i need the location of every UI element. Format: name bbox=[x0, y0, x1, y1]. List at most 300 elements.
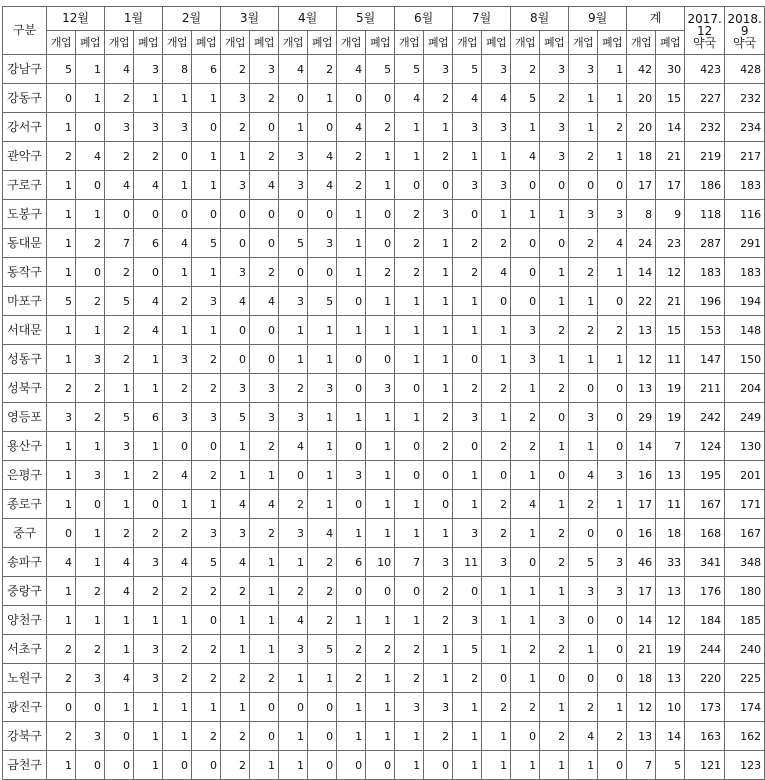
value-cell: 1 bbox=[569, 113, 598, 142]
value-cell: 0 bbox=[308, 751, 337, 780]
value-cell: 1 bbox=[163, 84, 192, 113]
value-cell: 3 bbox=[134, 548, 163, 577]
value-cell: 2 bbox=[76, 229, 105, 258]
value-cell: 0 bbox=[453, 345, 482, 374]
value-cell: 5 bbox=[47, 55, 76, 84]
value-cell: 1 bbox=[250, 606, 279, 635]
value-cell: 3 bbox=[598, 548, 627, 577]
value-cell: 180 bbox=[725, 577, 765, 606]
value-cell: 2 bbox=[453, 664, 482, 693]
value-cell: 4 bbox=[279, 55, 308, 84]
value-cell: 24 bbox=[627, 229, 656, 258]
value-cell: 5 bbox=[453, 635, 482, 664]
value-cell: 2 bbox=[163, 664, 192, 693]
header-row-subheaders bbox=[3, 31, 765, 55]
value-cell: 1 bbox=[163, 490, 192, 519]
value-cell: 2 bbox=[482, 693, 511, 722]
value-cell: 183 bbox=[685, 258, 725, 287]
value-cell: 1 bbox=[47, 171, 76, 200]
table-row bbox=[3, 693, 765, 722]
pharmacy-table-container bbox=[2, 6, 762, 780]
value-cell: 3 bbox=[424, 548, 453, 577]
value-cell: 1 bbox=[482, 345, 511, 374]
value-cell: 11 bbox=[453, 548, 482, 577]
value-cell: 0 bbox=[134, 490, 163, 519]
value-cell: 3 bbox=[134, 55, 163, 84]
table-row bbox=[3, 664, 765, 693]
value-cell: 0 bbox=[163, 142, 192, 171]
value-cell: 1 bbox=[395, 606, 424, 635]
value-cell: 195 bbox=[685, 461, 725, 490]
value-cell: 423 bbox=[685, 55, 725, 84]
value-cell: 2 bbox=[163, 374, 192, 403]
value-cell: 1 bbox=[395, 722, 424, 751]
value-cell: 3 bbox=[482, 55, 511, 84]
value-cell: 1 bbox=[366, 287, 395, 316]
value-cell: 2 bbox=[47, 374, 76, 403]
value-cell: 5 bbox=[308, 635, 337, 664]
value-cell: 1 bbox=[366, 722, 395, 751]
value-cell: 1 bbox=[134, 722, 163, 751]
value-cell: 0 bbox=[250, 345, 279, 374]
value-cell: 2 bbox=[482, 432, 511, 461]
value-cell: 2 bbox=[221, 55, 250, 84]
value-cell: 2 bbox=[250, 258, 279, 287]
value-cell: 2 bbox=[192, 722, 221, 751]
value-cell: 14 bbox=[627, 432, 656, 461]
value-cell: 0 bbox=[163, 432, 192, 461]
value-cell: 0 bbox=[337, 345, 366, 374]
value-cell: 4 bbox=[308, 142, 337, 171]
value-cell: 4 bbox=[163, 461, 192, 490]
value-cell: 1 bbox=[337, 229, 366, 258]
value-cell: 19 bbox=[656, 635, 685, 664]
value-cell: 0 bbox=[221, 229, 250, 258]
table-row bbox=[3, 722, 765, 751]
value-cell: 1 bbox=[308, 461, 337, 490]
value-cell: 1 bbox=[511, 113, 540, 142]
value-cell: 3 bbox=[453, 403, 482, 432]
value-cell: 1 bbox=[250, 548, 279, 577]
value-cell: 1 bbox=[279, 113, 308, 142]
value-cell: 1 bbox=[598, 55, 627, 84]
value-cell: 0 bbox=[47, 84, 76, 113]
value-cell: 8 bbox=[163, 55, 192, 84]
value-cell: 33 bbox=[656, 548, 685, 577]
value-cell: 217 bbox=[725, 142, 765, 171]
value-cell: 1 bbox=[221, 693, 250, 722]
value-cell: 0 bbox=[308, 693, 337, 722]
value-cell: 4 bbox=[76, 142, 105, 171]
value-cell: 1 bbox=[134, 606, 163, 635]
value-cell: 3 bbox=[482, 113, 511, 142]
table-row bbox=[3, 229, 765, 258]
value-cell: 1 bbox=[366, 519, 395, 548]
value-cell: 0 bbox=[453, 577, 482, 606]
value-cell: 1 bbox=[424, 519, 453, 548]
value-cell: 1 bbox=[424, 345, 453, 374]
value-cell: 14 bbox=[656, 113, 685, 142]
value-cell: 1 bbox=[308, 403, 337, 432]
value-cell: 1 bbox=[279, 664, 308, 693]
value-cell: 3 bbox=[511, 316, 540, 345]
value-cell: 0 bbox=[250, 113, 279, 142]
value-cell: 162 bbox=[725, 722, 765, 751]
header-close: 폐업 bbox=[192, 31, 221, 55]
value-cell: 3 bbox=[569, 55, 598, 84]
value-cell: 1 bbox=[337, 200, 366, 229]
table-row bbox=[3, 548, 765, 577]
value-cell: 1 bbox=[134, 84, 163, 113]
value-cell: 4 bbox=[134, 316, 163, 345]
table-row bbox=[3, 635, 765, 664]
header-open: 개업 bbox=[627, 31, 656, 55]
value-cell: 0 bbox=[250, 200, 279, 229]
value-cell: 4 bbox=[598, 229, 627, 258]
value-cell: 5 bbox=[105, 287, 134, 316]
value-cell: 3 bbox=[221, 519, 250, 548]
value-cell: 17 bbox=[656, 171, 685, 200]
value-cell: 3 bbox=[540, 606, 569, 635]
value-cell: 3 bbox=[598, 200, 627, 229]
value-cell: 1 bbox=[221, 635, 250, 664]
value-cell: 3 bbox=[279, 287, 308, 316]
header-month: 8월 bbox=[511, 7, 569, 31]
value-cell: 3 bbox=[76, 345, 105, 374]
value-cell: 2 bbox=[395, 200, 424, 229]
value-cell: 5 bbox=[192, 229, 221, 258]
value-cell: 3 bbox=[279, 142, 308, 171]
value-cell: 3 bbox=[250, 403, 279, 432]
value-cell: 0 bbox=[569, 519, 598, 548]
value-cell: 2 bbox=[163, 519, 192, 548]
value-cell: 4 bbox=[105, 577, 134, 606]
value-cell: 7 bbox=[395, 548, 424, 577]
district-name: 종로구 bbox=[3, 490, 47, 519]
value-cell: 1 bbox=[569, 751, 598, 780]
value-cell: 2 bbox=[395, 258, 424, 287]
table-row bbox=[3, 577, 765, 606]
value-cell: 29 bbox=[627, 403, 656, 432]
value-cell: 0 bbox=[250, 316, 279, 345]
value-cell: 123 bbox=[725, 751, 765, 780]
value-cell: 287 bbox=[685, 229, 725, 258]
value-cell: 0 bbox=[279, 693, 308, 722]
value-cell: 1 bbox=[540, 751, 569, 780]
header-district: 구분 bbox=[3, 7, 47, 55]
value-cell: 183 bbox=[725, 258, 765, 287]
pharmacy-openings-table bbox=[2, 6, 765, 780]
value-cell: 1 bbox=[540, 693, 569, 722]
value-cell: 1 bbox=[453, 722, 482, 751]
header-month: 계 bbox=[627, 7, 685, 31]
table-row bbox=[3, 287, 765, 316]
value-cell: 1 bbox=[395, 287, 424, 316]
value-cell: 0 bbox=[598, 635, 627, 664]
value-cell: 10 bbox=[366, 548, 395, 577]
value-cell: 1 bbox=[569, 287, 598, 316]
value-cell: 3 bbox=[337, 461, 366, 490]
value-cell: 1 bbox=[250, 461, 279, 490]
header-open: 개업 bbox=[569, 31, 598, 55]
value-cell: 1 bbox=[76, 316, 105, 345]
value-cell: 0 bbox=[192, 432, 221, 461]
value-cell: 0 bbox=[569, 606, 598, 635]
value-cell: 1 bbox=[395, 751, 424, 780]
value-cell: 11 bbox=[656, 345, 685, 374]
value-cell: 1 bbox=[105, 693, 134, 722]
district-name: 강동구 bbox=[3, 84, 47, 113]
value-cell: 1 bbox=[482, 403, 511, 432]
table-row bbox=[3, 519, 765, 548]
value-cell: 2 bbox=[279, 374, 308, 403]
value-cell: 0 bbox=[337, 490, 366, 519]
value-cell: 3 bbox=[453, 606, 482, 635]
value-cell: 3 bbox=[279, 635, 308, 664]
value-cell: 4 bbox=[105, 171, 134, 200]
value-cell: 5 bbox=[453, 55, 482, 84]
value-cell: 1 bbox=[511, 374, 540, 403]
value-cell: 244 bbox=[685, 635, 725, 664]
value-cell: 0 bbox=[192, 606, 221, 635]
value-cell: 1 bbox=[279, 751, 308, 780]
value-cell: 2 bbox=[540, 316, 569, 345]
value-cell: 3 bbox=[163, 113, 192, 142]
value-cell: 2 bbox=[134, 461, 163, 490]
value-cell: 1 bbox=[366, 693, 395, 722]
value-cell: 0 bbox=[395, 577, 424, 606]
value-cell: 2 bbox=[47, 722, 76, 751]
value-cell: 17 bbox=[627, 577, 656, 606]
value-cell: 2 bbox=[482, 229, 511, 258]
value-cell: 2 bbox=[47, 664, 76, 693]
table-row bbox=[3, 142, 765, 171]
value-cell: 3 bbox=[163, 403, 192, 432]
value-cell: 2 bbox=[192, 374, 221, 403]
value-cell: 3 bbox=[511, 345, 540, 374]
district-name: 양천구 bbox=[3, 606, 47, 635]
value-cell: 3 bbox=[192, 519, 221, 548]
value-cell: 5 bbox=[47, 287, 76, 316]
value-cell: 0 bbox=[511, 548, 540, 577]
value-cell: 5 bbox=[366, 55, 395, 84]
value-cell: 348 bbox=[725, 548, 765, 577]
value-cell: 2 bbox=[569, 142, 598, 171]
value-cell: 13 bbox=[627, 374, 656, 403]
table-row bbox=[3, 55, 765, 84]
value-cell: 13 bbox=[627, 722, 656, 751]
value-cell: 1 bbox=[47, 113, 76, 142]
value-cell: 1 bbox=[424, 316, 453, 345]
value-cell: 1 bbox=[47, 490, 76, 519]
value-cell: 2 bbox=[424, 606, 453, 635]
value-cell: 2 bbox=[395, 635, 424, 664]
value-cell: 7 bbox=[627, 751, 656, 780]
value-cell: 6 bbox=[134, 229, 163, 258]
value-cell: 0 bbox=[453, 432, 482, 461]
value-cell: 0 bbox=[105, 722, 134, 751]
value-cell: 20 bbox=[627, 84, 656, 113]
value-cell: 1 bbox=[47, 258, 76, 287]
value-cell: 2 bbox=[337, 664, 366, 693]
value-cell: 5 bbox=[395, 55, 424, 84]
value-cell: 3 bbox=[76, 722, 105, 751]
value-cell: 0 bbox=[337, 577, 366, 606]
value-cell: 3 bbox=[453, 171, 482, 200]
header-month: 3월 bbox=[221, 7, 279, 31]
value-cell: 30 bbox=[656, 55, 685, 84]
value-cell: 1 bbox=[163, 693, 192, 722]
value-cell: 2 bbox=[511, 635, 540, 664]
value-cell: 0 bbox=[47, 693, 76, 722]
value-cell: 1 bbox=[511, 461, 540, 490]
value-cell: 242 bbox=[685, 403, 725, 432]
header-close: 폐업 bbox=[424, 31, 453, 55]
value-cell: 1 bbox=[511, 606, 540, 635]
value-cell: 3 bbox=[569, 200, 598, 229]
value-cell: 4 bbox=[482, 258, 511, 287]
value-cell: 2 bbox=[134, 519, 163, 548]
value-cell: 2 bbox=[308, 55, 337, 84]
value-cell: 1 bbox=[76, 55, 105, 84]
value-cell: 4 bbox=[482, 84, 511, 113]
value-cell: 0 bbox=[598, 403, 627, 432]
value-cell: 1 bbox=[76, 200, 105, 229]
value-cell: 0 bbox=[76, 693, 105, 722]
value-cell: 42 bbox=[627, 55, 656, 84]
value-cell: 18 bbox=[656, 519, 685, 548]
value-cell: 3 bbox=[105, 113, 134, 142]
value-cell: 3 bbox=[424, 693, 453, 722]
value-cell: 1 bbox=[337, 316, 366, 345]
header-close: 폐업 bbox=[540, 31, 569, 55]
table-row bbox=[3, 84, 765, 113]
value-cell: 16 bbox=[627, 519, 656, 548]
value-cell: 7 bbox=[656, 432, 685, 461]
header-open: 개업 bbox=[395, 31, 424, 55]
header-close: 폐업 bbox=[366, 31, 395, 55]
header-pharmacy-count: 2017. 12 약국 bbox=[685, 7, 725, 55]
value-cell: 167 bbox=[685, 490, 725, 519]
header-pharmacy-count: 2018. 9 약국 bbox=[725, 7, 765, 55]
value-cell: 0 bbox=[192, 751, 221, 780]
value-cell: 174 bbox=[725, 693, 765, 722]
value-cell: 2 bbox=[163, 635, 192, 664]
value-cell: 0 bbox=[395, 171, 424, 200]
value-cell: 1 bbox=[424, 374, 453, 403]
table-row bbox=[3, 374, 765, 403]
value-cell: 147 bbox=[685, 345, 725, 374]
value-cell: 22 bbox=[627, 287, 656, 316]
value-cell: 2 bbox=[453, 374, 482, 403]
value-cell: 0 bbox=[221, 345, 250, 374]
value-cell: 0 bbox=[395, 461, 424, 490]
value-cell: 1 bbox=[105, 490, 134, 519]
value-cell: 1 bbox=[308, 345, 337, 374]
value-cell: 0 bbox=[511, 287, 540, 316]
value-cell: 1 bbox=[308, 84, 337, 113]
value-cell: 204 bbox=[725, 374, 765, 403]
value-cell: 0 bbox=[511, 171, 540, 200]
value-cell: 4 bbox=[279, 432, 308, 461]
value-cell: 11 bbox=[656, 490, 685, 519]
value-cell: 1 bbox=[308, 490, 337, 519]
value-cell: 3 bbox=[424, 200, 453, 229]
value-cell: 0 bbox=[337, 374, 366, 403]
value-cell: 2 bbox=[540, 635, 569, 664]
value-cell: 1 bbox=[134, 374, 163, 403]
header-close: 폐업 bbox=[76, 31, 105, 55]
value-cell: 1 bbox=[453, 751, 482, 780]
value-cell: 0 bbox=[598, 287, 627, 316]
value-cell: 0 bbox=[134, 258, 163, 287]
value-cell: 2 bbox=[511, 693, 540, 722]
district-name: 강남구 bbox=[3, 55, 47, 84]
value-cell: 168 bbox=[685, 519, 725, 548]
value-cell: 2 bbox=[337, 142, 366, 171]
header-month: 1월 bbox=[105, 7, 163, 31]
value-cell: 1 bbox=[250, 751, 279, 780]
value-cell: 1 bbox=[163, 171, 192, 200]
value-cell: 0 bbox=[221, 200, 250, 229]
value-cell: 3 bbox=[598, 577, 627, 606]
value-cell: 0 bbox=[250, 229, 279, 258]
value-cell: 2 bbox=[366, 635, 395, 664]
value-cell: 1 bbox=[337, 519, 366, 548]
value-cell: 3 bbox=[250, 55, 279, 84]
value-cell: 3 bbox=[453, 113, 482, 142]
value-cell: 3 bbox=[76, 461, 105, 490]
value-cell: 1 bbox=[366, 171, 395, 200]
district-name: 중랑구 bbox=[3, 577, 47, 606]
value-cell: 0 bbox=[482, 461, 511, 490]
value-cell: 153 bbox=[685, 316, 725, 345]
value-cell: 2 bbox=[76, 374, 105, 403]
value-cell: 1 bbox=[511, 519, 540, 548]
value-cell: 2 bbox=[308, 548, 337, 577]
value-cell: 1 bbox=[511, 751, 540, 780]
value-cell: 341 bbox=[685, 548, 725, 577]
value-cell: 3 bbox=[192, 287, 221, 316]
value-cell: 4 bbox=[250, 490, 279, 519]
value-cell: 183 bbox=[725, 171, 765, 200]
value-cell: 2 bbox=[569, 316, 598, 345]
district-name: 서대문 bbox=[3, 316, 47, 345]
value-cell: 2 bbox=[105, 258, 134, 287]
value-cell: 1 bbox=[366, 316, 395, 345]
value-cell: 0 bbox=[540, 461, 569, 490]
value-cell: 3 bbox=[105, 432, 134, 461]
value-cell: 1 bbox=[47, 577, 76, 606]
value-cell: 2 bbox=[569, 490, 598, 519]
header-open: 개업 bbox=[279, 31, 308, 55]
value-cell: 176 bbox=[685, 577, 725, 606]
value-cell: 21 bbox=[627, 635, 656, 664]
value-cell: 0 bbox=[192, 113, 221, 142]
value-cell: 3 bbox=[366, 374, 395, 403]
district-name: 동작구 bbox=[3, 258, 47, 287]
header-month: 4월 bbox=[279, 7, 337, 31]
value-cell: 1 bbox=[598, 258, 627, 287]
value-cell: 2 bbox=[105, 345, 134, 374]
value-cell: 1 bbox=[482, 142, 511, 171]
value-cell: 3 bbox=[221, 374, 250, 403]
value-cell: 4 bbox=[250, 171, 279, 200]
value-cell: 1 bbox=[279, 345, 308, 374]
value-cell: 2 bbox=[482, 519, 511, 548]
value-cell: 148 bbox=[725, 316, 765, 345]
value-cell: 2 bbox=[337, 635, 366, 664]
